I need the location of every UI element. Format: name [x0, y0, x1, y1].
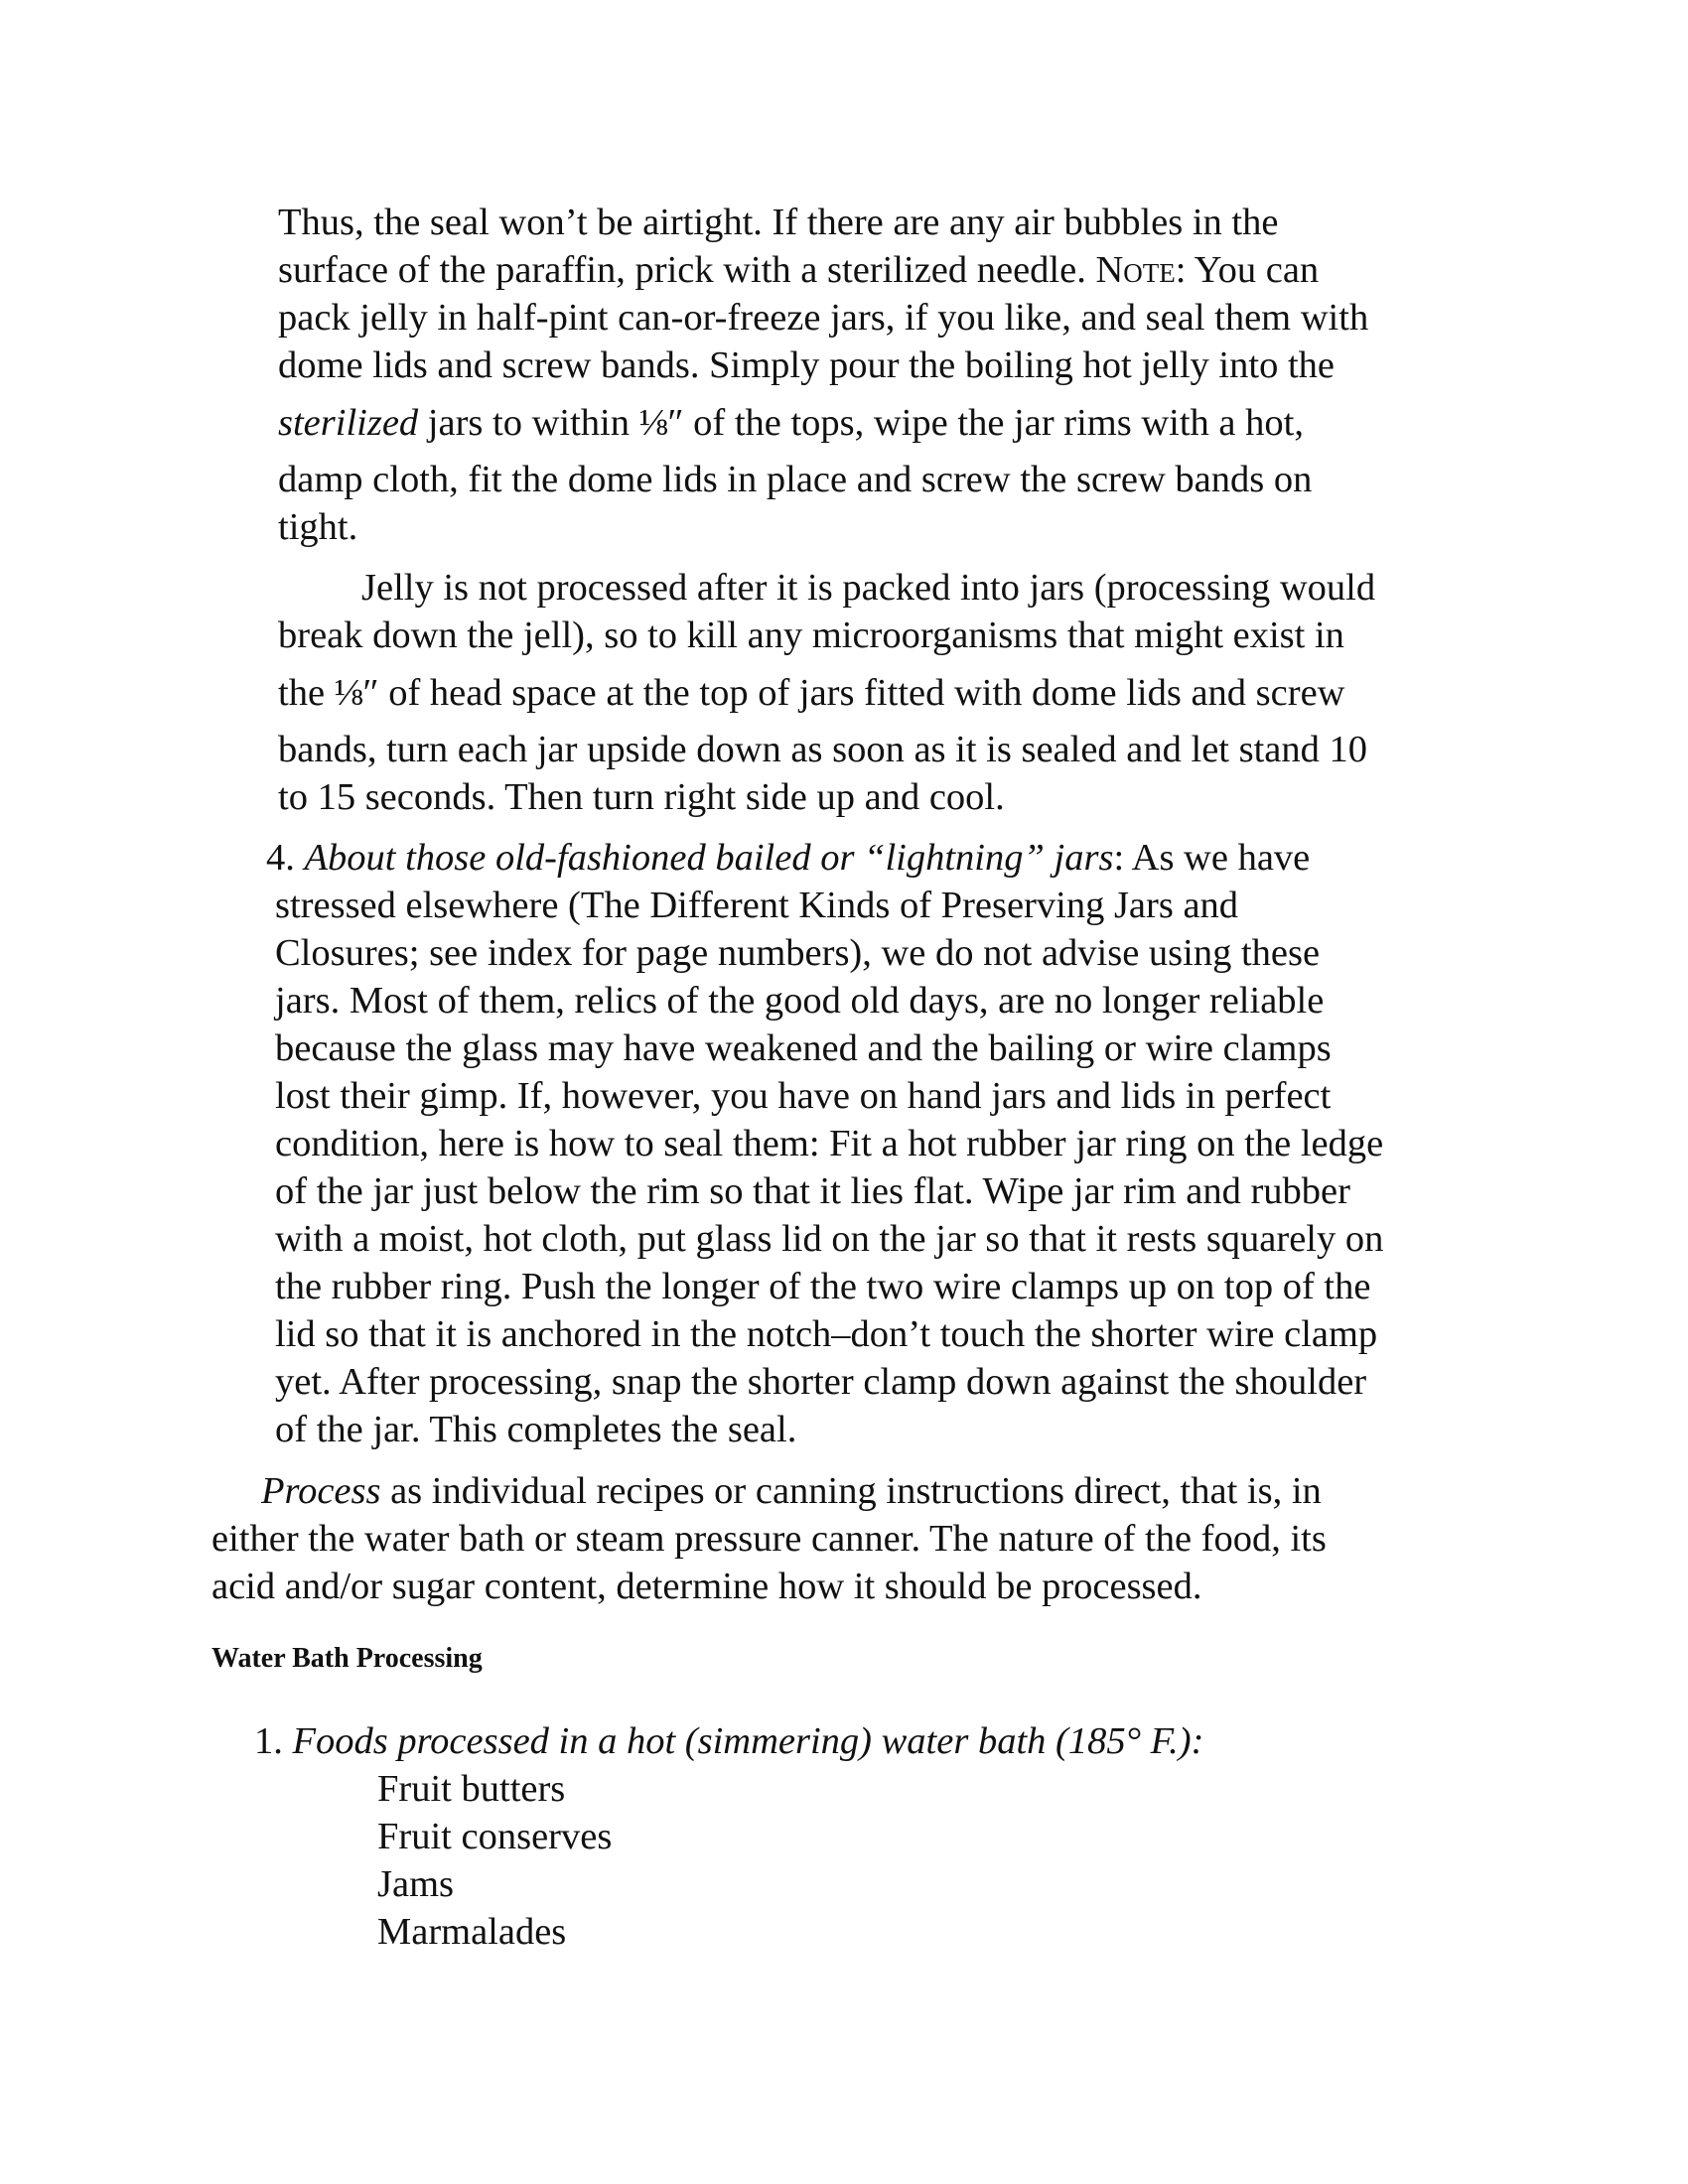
italic-title: About those old-fashioned bailed or “lightning” jars — [304, 837, 1114, 879]
text-line: break down the jell), so to kill any microorganisms that might exist in — [278, 614, 1344, 656]
text-line: stressed elsewhere (The Different Kinds of Preserving Jars and — [275, 885, 1239, 926]
list-item: Marmalades — [377, 1911, 567, 1953]
text-line: jars. Most of them, relics of the good old days, are no longer reliable — [275, 980, 1325, 1022]
text-span: : You can — [1175, 249, 1320, 291]
text-line: the ⅛″ of head space at the top of jars fitted with dome lids and screw — [278, 672, 1345, 714]
italic-term: sterilized — [278, 402, 419, 444]
list-item-4-lightning-jars — [266, 834, 1383, 1453]
list-number: 4. — [266, 837, 305, 879]
list-item-1-title — [254, 1717, 1203, 1765]
text-line: lost their gimp. If, however, you have on hand jars and lids in perfect — [275, 1075, 1332, 1117]
text-span: jars to within ⅛″ of the tops, wipe the jar rims with a hot, — [418, 402, 1304, 444]
text-line: of the jar. This completes the seal. — [275, 1409, 797, 1450]
list-item: Fruit butters — [377, 1768, 566, 1810]
list-number: 1. — [254, 1720, 293, 1762]
text-line: of the jar just below the rim so that it lies flat. Wipe jar rim and rubber — [275, 1170, 1350, 1212]
text-line: Closures; see index for page numbers), we do not advise using these — [275, 932, 1321, 974]
food-list — [377, 1765, 612, 1956]
text-line: with a moist, hot cloth, put glass lid on the jar so that it rests squarely on — [275, 1218, 1384, 1260]
text-line — [278, 399, 1368, 447]
text-line: yet. After processing, snap the shorter clamp down against the shoulder — [275, 1361, 1367, 1403]
text-line: Jelly is not processed after it is packed into jars (processing would — [361, 567, 1376, 609]
section-heading: Water Bath Processing — [211, 1643, 483, 1674]
text-line: because the glass may have weakened and the bailing or wire clamps — [275, 1027, 1332, 1069]
italic-term: Process — [261, 1470, 381, 1512]
text-line — [211, 1467, 1327, 1515]
text-line: lid so that it is anchored in the notch–don’t touch the shorter wire clamp — [275, 1313, 1378, 1355]
list-item: Fruit conserves — [377, 1816, 613, 1857]
text-line — [254, 1717, 1203, 1765]
text-line: Thus, the seal won’t be airtight. If there are any air bubbles in the — [278, 202, 1279, 243]
text-span: : As we have — [1113, 837, 1311, 879]
text-line: dome lids and screw bands. Simply pour the boiling hot jelly into the — [278, 344, 1335, 386]
text-line: acid and/or sugar content, determine how it should be processed. — [211, 1566, 1202, 1607]
italic-title: Foods processed in a hot (simmering) water bath (185° F.): — [292, 1720, 1204, 1762]
text-span: surface of the paraffin, prick with a sterilized needle. — [278, 249, 1086, 291]
paragraph-jelly-processing — [278, 564, 1375, 821]
text-line: condition, here is how to seal them: Fit a hot rubber jar ring on the ledge — [275, 1123, 1384, 1164]
text-line: tight. — [278, 506, 358, 548]
text-span: as individual recipes or canning instructions direct, that is, in — [380, 1470, 1322, 1512]
text-line: pack jelly in half-pint can-or-freeze jars, if you like, and seal them with — [278, 297, 1369, 339]
paragraph-process — [211, 1467, 1327, 1610]
text-line: either the water bath or steam pressure canner. The nature of the food, its — [211, 1518, 1327, 1560]
text-line: bands, turn each jar upside down as soon as it is sealed and let stand 10 — [278, 729, 1368, 770]
list-item: Jams — [377, 1863, 454, 1905]
text-line — [266, 834, 1383, 882]
text-line: damp cloth, fit the dome lids in place and screw the screw bands on — [278, 459, 1313, 500]
text-line — [278, 246, 1368, 294]
paragraph-jelly-sealing — [278, 199, 1368, 551]
text-line: to 15 seconds. Then turn right side up and cool. — [278, 776, 1005, 818]
text-line: the rubber ring. Push the longer of the two wire clamps up on top of the — [275, 1266, 1371, 1307]
note-label: Note — [1095, 249, 1176, 291]
